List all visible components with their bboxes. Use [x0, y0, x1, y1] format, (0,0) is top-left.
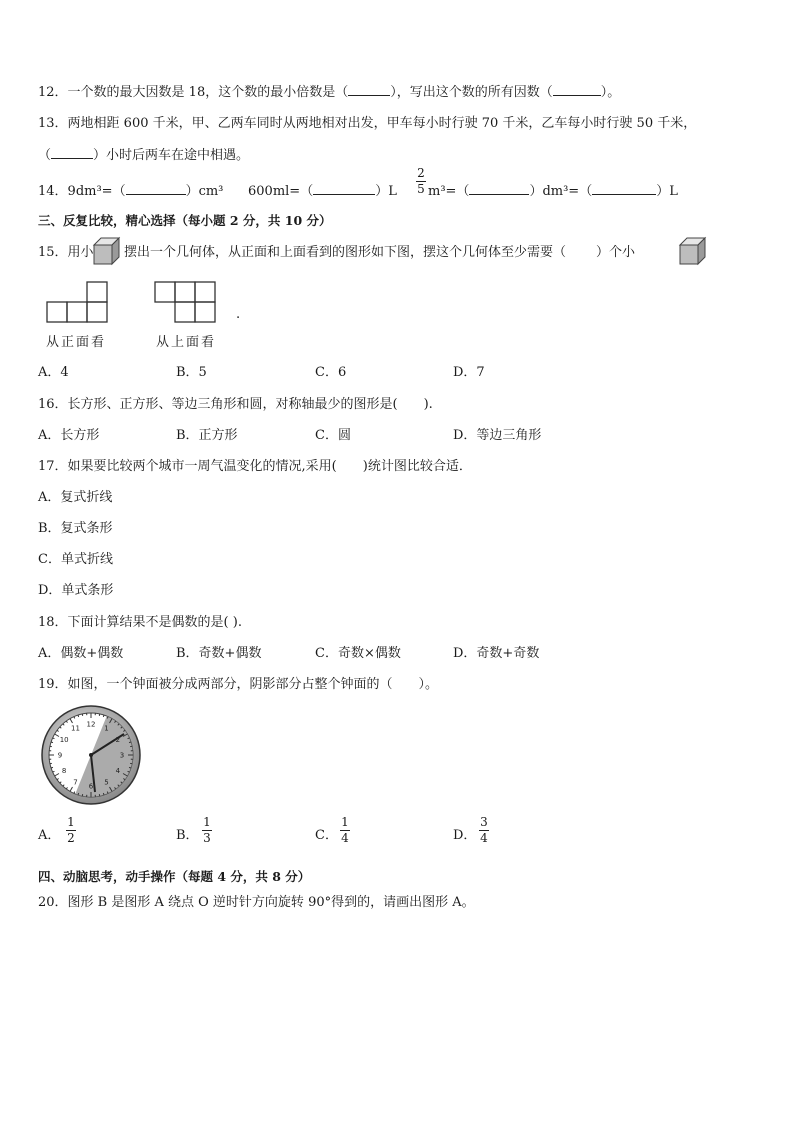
- q13-blank[interactable]: [51, 145, 93, 159]
- clock-number: 9: [57, 751, 63, 760]
- q17-option-c[interactable]: C．单式折线: [38, 552, 113, 567]
- q14-part1: 14．9dm³=（: [38, 184, 126, 199]
- question-16: 16．长方形、正方形、等边三角形和圆，对称轴最少的图形是( ).: [38, 397, 433, 412]
- question-13-line2: [38, 145, 249, 165]
- q19-option-c-fraction: [340, 816, 350, 845]
- q19-option-a[interactable]: [38, 827, 60, 845]
- q16-option-a[interactable]: A．长方形: [38, 428, 100, 443]
- clock-number: 10: [59, 736, 69, 744]
- clock-face-figure: [40, 704, 142, 806]
- q13-text-b: ）小时后两车在途中相遇。: [93, 148, 250, 163]
- section-3-heading: 三、反复比较，精心选择（每小题 2 分，共 10 分）: [38, 213, 332, 228]
- small-cube-icon: [92, 236, 122, 266]
- question-19: 19．如图，一个钟面被分成两部分，阴影部分占整个钟面的（ ）。: [38, 677, 439, 692]
- clock-number: 3: [119, 751, 125, 760]
- q19-a-den: 2: [67, 831, 75, 845]
- q14-frac-den: 5: [417, 182, 425, 196]
- clock-number: 7: [73, 778, 78, 787]
- q18-option-b[interactable]: B．奇数+偶数: [176, 646, 262, 661]
- q12-blank-1[interactable]: [348, 82, 390, 96]
- q15-text-a: 15．用小: [38, 245, 94, 260]
- q18-option-d[interactable]: D．奇数+奇数: [453, 646, 540, 661]
- clock-tick: [129, 767, 131, 768]
- question-14: [38, 181, 223, 201]
- q15-option-a[interactable]: A．4: [38, 365, 69, 380]
- clock-number: 8: [61, 767, 67, 775]
- q15-option-d[interactable]: D．7: [453, 365, 485, 380]
- q19-option-c-letter: C．: [315, 828, 338, 843]
- q19-option-a-fraction: [66, 816, 76, 845]
- clock-number: 2: [115, 736, 121, 744]
- clock-number: 1: [104, 724, 109, 733]
- q15-text-b: 摆出一个几何体，从正面和上面看到的图形如下图，摆这个几何体至少需要（: [124, 245, 567, 260]
- q19-option-a-letter: A．: [38, 828, 61, 843]
- clock-tick: [51, 767, 53, 768]
- question-17: 17．如果要比较两个城市一周气温变化的情况,采用( )统计图比较合适．: [38, 459, 472, 474]
- q12-blank-2[interactable]: [553, 82, 601, 96]
- question-18: 18．下面计算结果不是偶数的是( ).: [38, 615, 242, 630]
- section-4-heading: 四、动脑思考，动手操作（每题 4 分，共 8 分）: [38, 869, 311, 884]
- question-20: 20．图形 B 是图形 A 绕点 O 逆时针方向旋转 90°得到的，请画出图形 A。: [38, 895, 475, 910]
- q17-option-b[interactable]: B．复式条形: [38, 521, 113, 536]
- top-view-caption: 从上面看: [156, 335, 217, 350]
- q19-option-b-fraction: [202, 816, 212, 845]
- clock-tick: [78, 715, 79, 717]
- clock-tick: [78, 793, 79, 795]
- q19-option-d[interactable]: [453, 827, 476, 845]
- q16-option-d[interactable]: D．等边三角形: [453, 428, 542, 443]
- q19-b-num: 1: [203, 815, 211, 829]
- clock-number: 12: [86, 720, 96, 729]
- q12-text-a: 12．一个数的最大因数是 18，这个数的最小倍数是（: [38, 85, 349, 100]
- q14-fraction: [416, 167, 426, 196]
- q15-option-b[interactable]: B．5: [176, 365, 207, 380]
- q14-part3-text: m³=（: [428, 184, 470, 199]
- q17-option-a[interactable]: A．复式折线: [38, 490, 113, 505]
- clock-number: 4: [115, 767, 121, 775]
- clock-tick: [103, 715, 104, 717]
- top-view-figure: [154, 280, 218, 324]
- q14-part3-end: ）L: [656, 184, 678, 199]
- q14-frac-num: 2: [417, 166, 425, 180]
- q15-option-c[interactable]: C．6: [315, 365, 347, 380]
- q19-option-d-letter: D．: [453, 828, 477, 843]
- clock-tick: [129, 742, 131, 743]
- q19-c-den: 4: [341, 831, 349, 845]
- q14-blank-1[interactable]: [126, 181, 186, 195]
- clock-number: 6: [88, 782, 94, 791]
- q12-text-c: ）。: [600, 85, 621, 100]
- question-12: [38, 82, 620, 102]
- clock-number: 11: [71, 724, 80, 733]
- question-13-line1: 13．两地相距 600 千米，甲、乙两车同时从两地相对出发，甲车每小时行驶 70 千米，乙车每小时行驶 50 千米，: [38, 116, 697, 131]
- q19-d-num: 3: [480, 815, 488, 829]
- q14-part2-text: 600ml=（: [248, 184, 314, 199]
- q12-text-b: ），写出这个数的所有因数（: [390, 85, 553, 100]
- q14-part2: [248, 181, 397, 201]
- q18-option-a[interactable]: A．偶数+偶数: [38, 646, 124, 661]
- q14-part3-mid: ）dm³=（: [529, 184, 593, 199]
- front-view-caption: 从正面看: [46, 335, 107, 350]
- q19-d-den: 4: [480, 831, 488, 845]
- clock-tick: [103, 793, 104, 795]
- front-view-figure: [46, 280, 110, 324]
- q14-part3: [428, 181, 678, 201]
- q16-option-b[interactable]: B．正方形: [176, 428, 238, 443]
- q15-text-b-wrap: [124, 244, 635, 262]
- q19-option-b[interactable]: [176, 827, 199, 845]
- q14-blank-3[interactable]: [469, 181, 529, 195]
- clock-tick: [51, 742, 53, 743]
- q16-option-c[interactable]: C．圆: [315, 428, 351, 443]
- small-cube-icon-2: [678, 236, 708, 266]
- clock-number: 5: [104, 778, 109, 787]
- q15-text-c: ）个小: [596, 245, 636, 260]
- q14-part2-end: ）L: [375, 184, 397, 199]
- q19-option-c[interactable]: [315, 827, 338, 845]
- q17-option-d[interactable]: D．单式条形: [38, 583, 114, 598]
- q19-a-num: 1: [67, 815, 75, 829]
- q19-c-num: 1: [341, 815, 349, 829]
- q19-option-d-fraction: [479, 816, 489, 845]
- q14-blank-4[interactable]: [592, 181, 656, 195]
- q19-option-b-letter: B．: [176, 828, 199, 843]
- clock-center: [89, 753, 93, 757]
- q14-blank-2[interactable]: [313, 181, 375, 195]
- q13-text-a: （: [38, 148, 52, 163]
- question-15: [38, 244, 94, 262]
- q19-b-den: 3: [203, 831, 211, 845]
- q14-part1-end: ）cm³: [185, 184, 224, 199]
- q18-option-c[interactable]: C．奇数×偶数: [315, 646, 401, 661]
- q15-figure-dot: .: [236, 307, 241, 322]
